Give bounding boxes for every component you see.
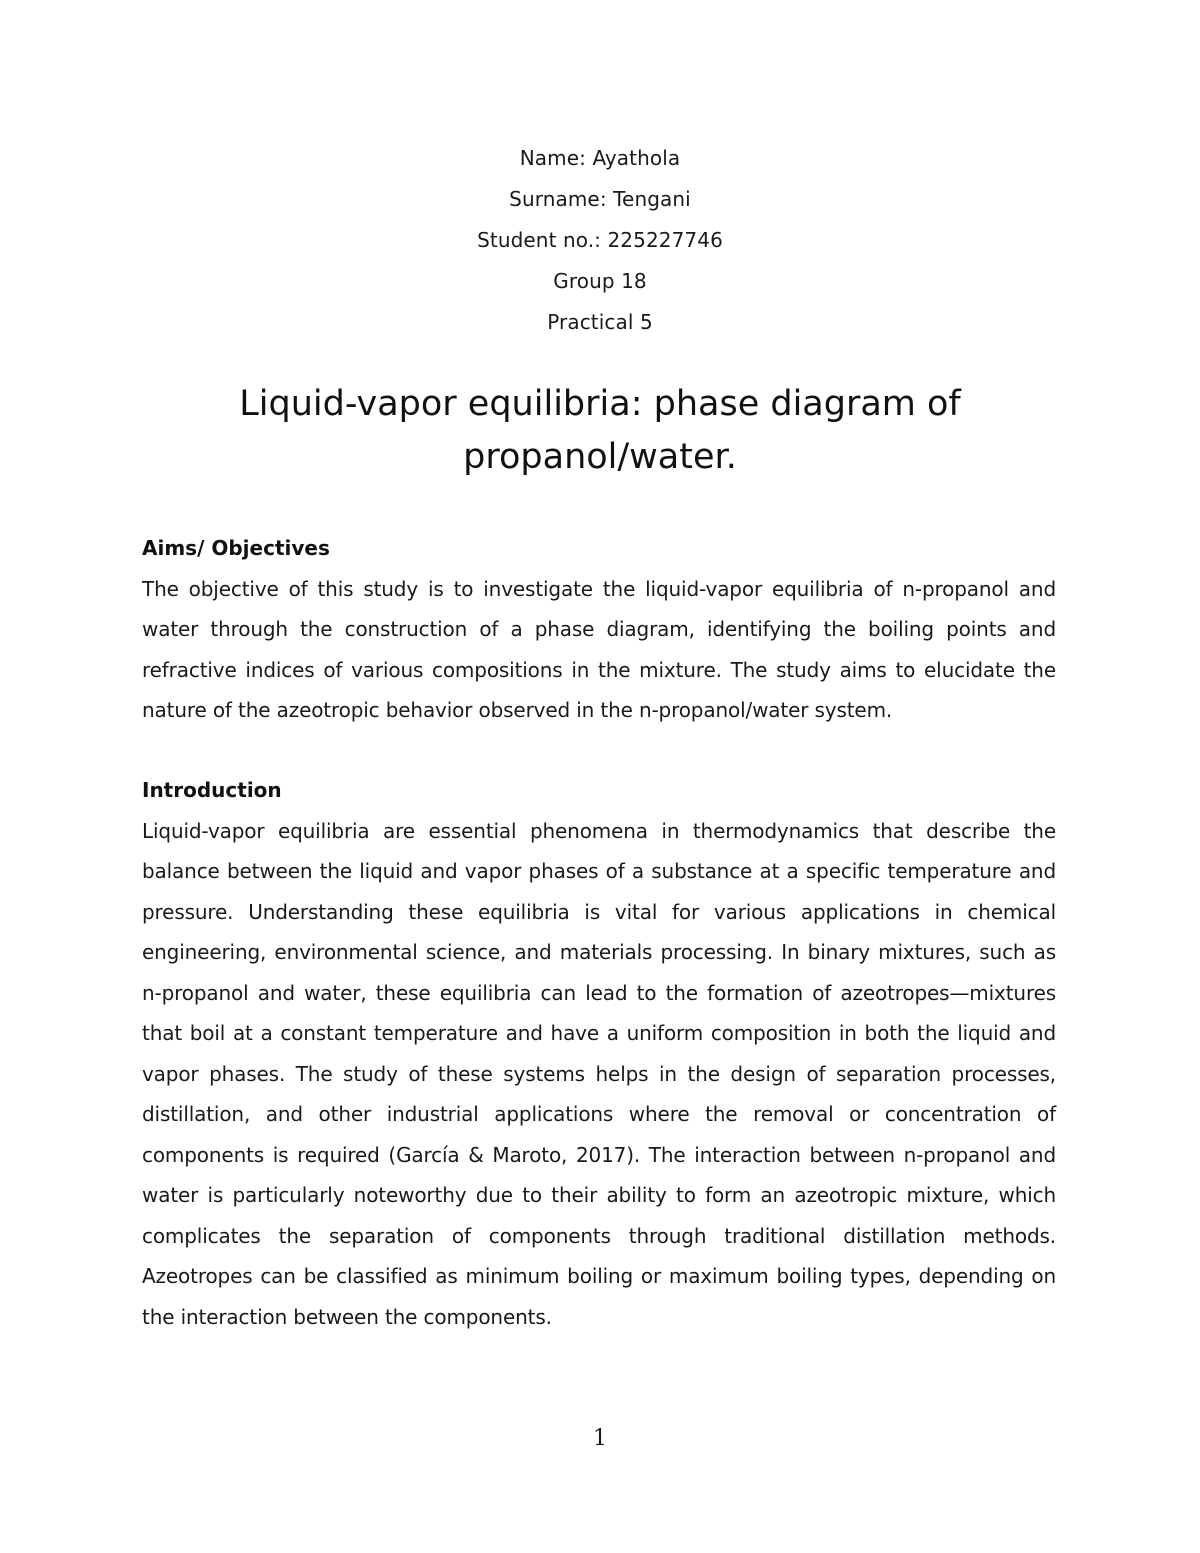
- student-surname: Surname: Tengani: [509, 187, 691, 211]
- student-number: Student no.: 225227746: [477, 228, 723, 252]
- group-number: Group 18: [553, 269, 647, 293]
- student-name: Name: Ayathola: [519, 146, 681, 170]
- aims-heading: Aims/ Objectives: [142, 536, 330, 560]
- introduction-paragraph: Liquid-vapor equilibria are essential phenomena in thermodynamics that describe the balance between the liquid and vapor phases of a substance at a specific temperature and pressure. Understanding these equilibria is vital for various applications in chemical engineering, environmental science, and materials processing. In binary mixtures, such as n-propanol and water, these equilibria can lead to the formation of azeotropes—mixtures that boil at a constant temperature and have a uniform composition in both the liquid and vapor phases. The study of these systems helps in the design of separation processes, distillation, and other industrial applications where the removal or concentration of components is required (García & Maroto, 2017). The interaction between n-propanol and water is particularly noteworthy due to their ability to form an azeotropic mixture, which complicates the separation of components through traditional distillation methods. Azeotropes can be classified as minimum boiling or maximum boiling types, depending on the interaction between the components.: [142, 818, 1056, 1329]
- introduction-heading: Introduction: [142, 778, 282, 802]
- student-details: [0, 138, 1200, 343]
- document-title: Liquid-vapor equilibria: phase diagram of propanol/water.: [239, 384, 961, 477]
- aims-section: [142, 528, 1056, 731]
- practical-number: Practical 5: [547, 310, 653, 334]
- introduction-section: [142, 770, 1056, 1337]
- aims-paragraph: The objective of this study is to investigate the liquid-vapor equilibria of n-propanol and water through the construction of a phase diagram, identifying the boiling points and refractive indices of various compositions in the mixture. The study aims to elucidate the nature of the azeotropic behavior observed in the n-propanol/water system.: [142, 576, 1056, 722]
- page-number: 1: [593, 1426, 607, 1451]
